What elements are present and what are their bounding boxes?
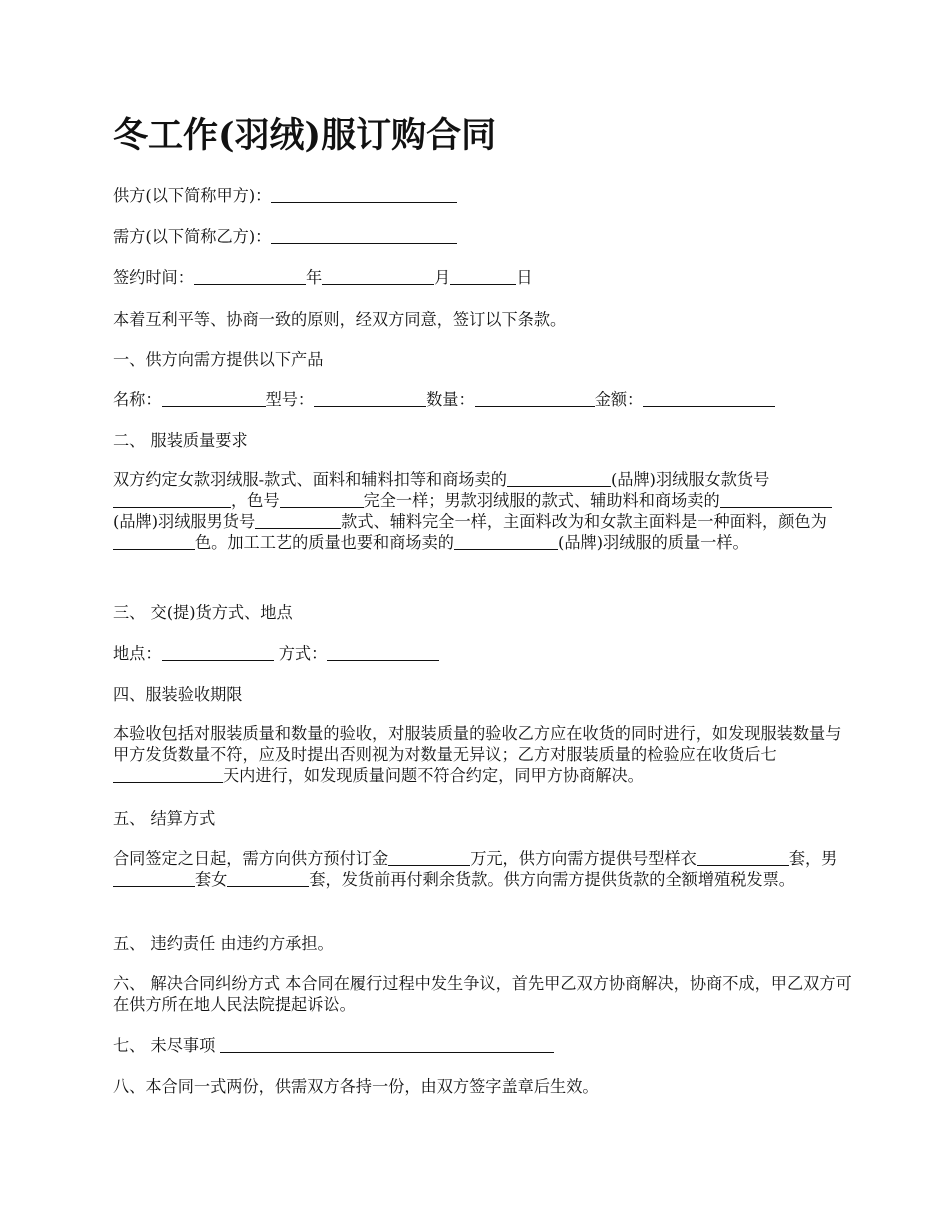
days-blank[interactable] [113, 766, 223, 783]
date-label: 签约时间： [113, 268, 194, 287]
quantity-blank[interactable] [475, 390, 595, 407]
remarks-blank[interactable] [220, 1036, 554, 1053]
section-1-heading: 一、供方向需方提供以下产品 [113, 350, 324, 369]
section-5-heading: 五、 结算方式 [113, 809, 216, 828]
section-8-line [113, 1035, 554, 1056]
place-label: 地点： [113, 644, 162, 663]
s2-text: 完全一样；男款羽绒服的款式、辅助料和商场卖的 [363, 491, 720, 510]
section-9-text: 八、本合同一式两份，供需双方各持一份，由双方签字盖章后生效。 [113, 1077, 599, 1096]
section-3-heading: 三、 交(提)货方式、地点 [113, 603, 293, 622]
s5-text: 合同签定之日起，需方向供方预付订金 [113, 849, 389, 868]
name-label: 名称： [113, 390, 162, 409]
male-sets-blank[interactable] [113, 870, 195, 887]
female-sets-blank[interactable] [227, 870, 309, 887]
section-2-body [113, 469, 853, 553]
s5-text: 套女 [195, 870, 228, 889]
section-5-body [113, 848, 853, 890]
brand-blank-3[interactable] [454, 533, 558, 550]
buyer-blank[interactable] [271, 227, 457, 244]
s2-text: 款式、辅料完全一样，主面料改为和女款主面料是一种面料，颜色为 [341, 512, 827, 531]
s4-text: 天内进行，如发现质量问题不符合约定，同甲方协商解决。 [223, 766, 644, 785]
brand-blank-1[interactable] [507, 470, 611, 487]
s2-text: (品牌)羽绒服女款货号 [610, 470, 770, 489]
method-blank[interactable] [327, 644, 439, 661]
day-blank[interactable] [450, 268, 516, 285]
section-4-body [113, 723, 853, 786]
document-title: 冬工作(羽绒)服订购合同 [113, 115, 497, 156]
model-blank[interactable] [314, 390, 426, 407]
section-7-text: 六、 解决合同纠纷方式 本合同在履行过程中发生争议，首先甲乙双方协商解决，协商不成，甲乙双方可在供方所在地人民法院提起诉讼。 [113, 974, 852, 1014]
brand-blank-2[interactable] [720, 491, 832, 508]
product-line [113, 389, 775, 410]
quantity-label: 数量： [426, 390, 475, 409]
date-line [113, 267, 533, 288]
buyer-label: 需方(以下简称乙方)： [113, 227, 272, 246]
day-label: 日 [516, 268, 533, 287]
section-6-text: 五、 违约责任 由违约方承担。 [113, 934, 334, 953]
s2-text: ，色号 [231, 491, 280, 510]
s5-text: 套，发货前再付剩余货款。供方向需方提供货款的全额增殖税发票。 [309, 870, 795, 889]
s2-text: (品牌)羽绒服男货号 [113, 512, 256, 531]
year-blank[interactable] [194, 268, 306, 285]
model-label: 型号： [265, 390, 315, 409]
buyer-line [113, 226, 457, 247]
month-blank[interactable] [322, 268, 434, 285]
s5-text: 套，男 [788, 849, 838, 868]
supplier-label: 供方(以下简称甲方)： [113, 186, 272, 205]
section-4-heading: 四、服装验收期限 [113, 685, 243, 704]
delivery-line [113, 643, 439, 664]
female-model-blank[interactable] [113, 491, 231, 508]
color-blank[interactable] [113, 533, 195, 550]
method-label: 方式： [278, 644, 328, 663]
s2-text: 双方约定女款羽绒服-款式、面料和辅料扣等和商场卖的 [113, 470, 507, 489]
s2-text: (品牌)羽绒服的质量一样。 [558, 533, 749, 552]
amount-label: 金额： [594, 390, 644, 409]
intro-text: 本着互利平等、协商一致的原则，经双方同意，签订以下条款。 [113, 310, 567, 329]
deposit-blank[interactable] [388, 849, 470, 866]
place-blank[interactable] [162, 644, 274, 661]
s5-text: 万元，供方向需方提供号型样衣 [470, 849, 697, 868]
section-8-heading: 七、 未尽事项 [113, 1036, 221, 1055]
supplier-blank[interactable] [271, 186, 457, 203]
s4-text: 本验收包括对服装质量和数量的验收，对服装质量的验收乙方应在收货的同时进行，如发现服装数量与甲方发货数量不符，应及时提出否则视为对数量无异议；乙方对服装质量的检验应在收货后七 [113, 724, 842, 764]
supplier-line [113, 185, 457, 206]
month-label: 月 [434, 268, 451, 287]
amount-blank[interactable] [643, 390, 775, 407]
s2-text: 色。加工工艺的质量也要和商场卖的 [195, 533, 454, 552]
color-number-blank[interactable] [280, 491, 364, 508]
year-label: 年 [305, 268, 323, 287]
name-blank[interactable] [162, 390, 266, 407]
section-2-heading: 二、 服装质量要求 [113, 431, 248, 450]
sample-blank[interactable] [697, 849, 789, 866]
male-model-blank[interactable] [255, 512, 341, 529]
